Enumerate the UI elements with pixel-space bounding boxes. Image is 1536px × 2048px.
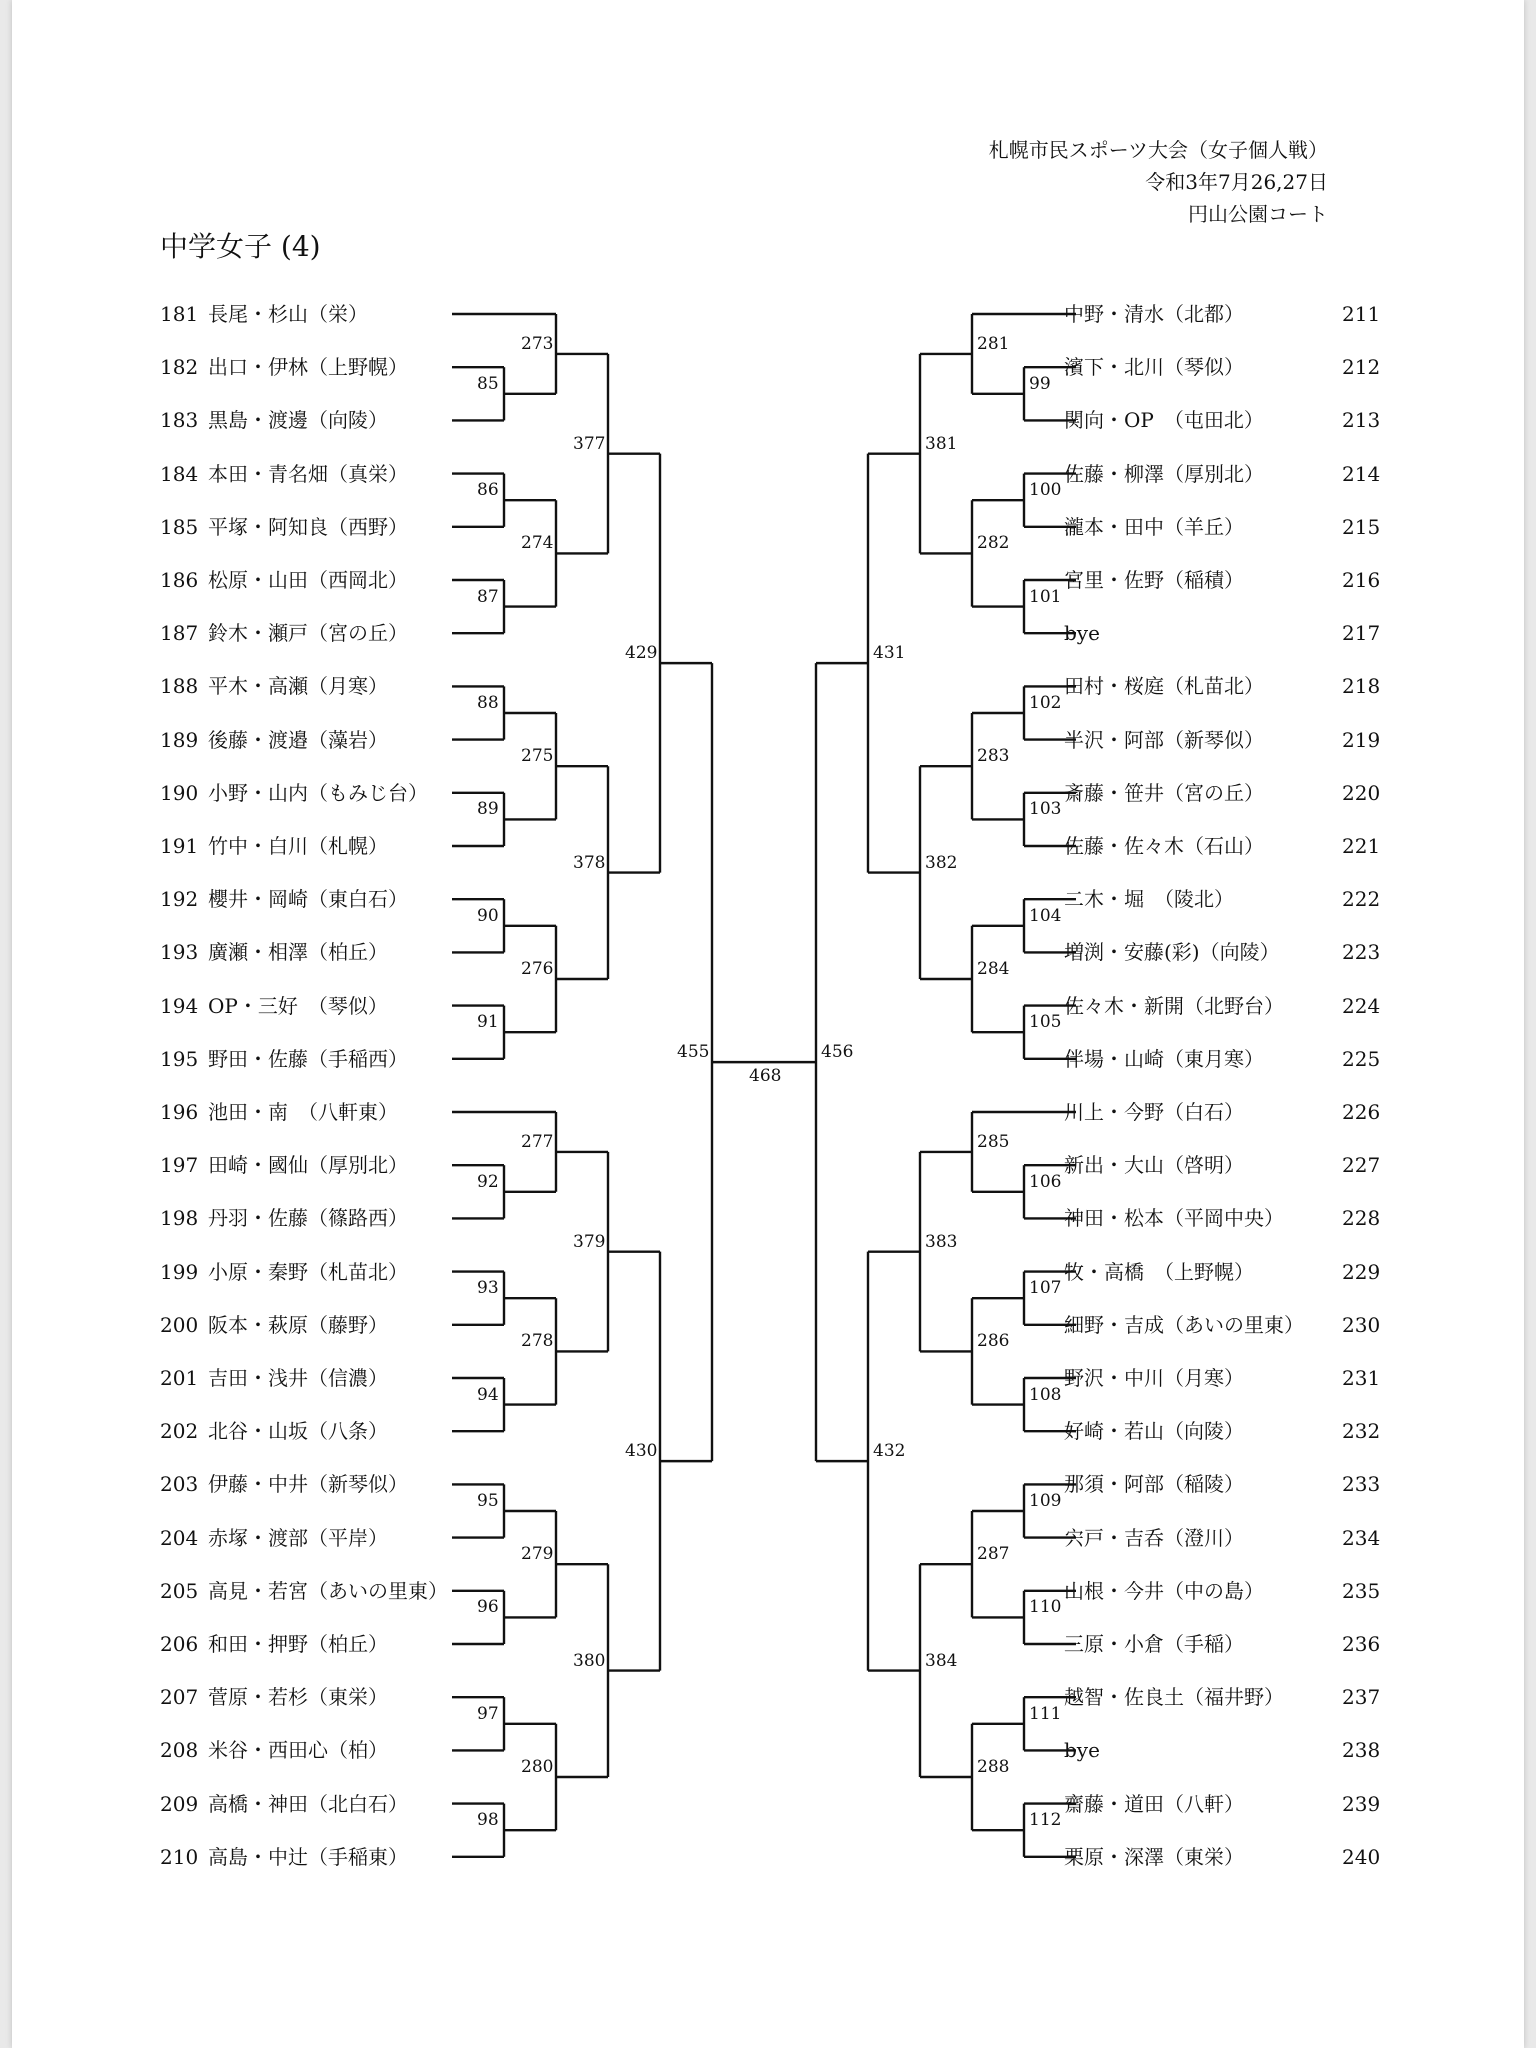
match-number: 432 xyxy=(873,1441,906,1462)
match-number: 383 xyxy=(925,1231,958,1252)
match-number: 283 xyxy=(977,746,1010,767)
match-number: 286 xyxy=(977,1331,1010,1352)
entry-number: 204 xyxy=(160,1525,199,1550)
entry-name: 山根・今井（中の島） xyxy=(1064,1578,1264,1603)
entry-name: 吉田・浅井（信濃） xyxy=(208,1366,388,1390)
entry-name: 竹中・白川（札幌） xyxy=(208,834,388,858)
match-number: 430 xyxy=(625,1441,658,1462)
entry-name: 宍戸・吉呑（澄川） xyxy=(1064,1525,1244,1550)
match-number: 105 xyxy=(1029,1012,1062,1033)
match-number: 382 xyxy=(925,852,958,873)
match-number: 281 xyxy=(977,333,1010,354)
match-number: 94 xyxy=(477,1384,499,1405)
entry-number: 217 xyxy=(1342,621,1381,646)
entry-name: 伴場・山崎（東月寒） xyxy=(1064,1046,1264,1071)
entry-name: 細野・吉成（あいの里東） xyxy=(1064,1312,1304,1337)
entry-name: bye xyxy=(1064,621,1100,646)
entry-number: 186 xyxy=(160,568,199,592)
entry-number: 195 xyxy=(160,1046,199,1071)
entry-number: 199 xyxy=(160,1259,199,1284)
entry-number: 219 xyxy=(1342,727,1381,752)
entry-number: 228 xyxy=(1342,1206,1381,1231)
match-number: 278 xyxy=(521,1331,554,1352)
entry-number: 198 xyxy=(160,1206,199,1231)
entry-number: 216 xyxy=(1342,568,1381,592)
entry-number: 212 xyxy=(1342,355,1381,380)
match-number: 93 xyxy=(477,1278,499,1299)
page-title: 中学女子 (4) xyxy=(160,230,321,263)
match-number: 380 xyxy=(573,1650,606,1671)
entry-name: 小原・秦野（札苗北） xyxy=(208,1259,408,1284)
entry-name: 櫻井・岡崎（東白石） xyxy=(208,887,408,912)
entry-name: 齋藤・道田（八軒） xyxy=(1064,1791,1244,1816)
entry-name: 佐藤・佐々木（石山） xyxy=(1064,834,1264,858)
match-number: 456 xyxy=(821,1042,854,1063)
match-number: 85 xyxy=(477,373,499,394)
entry-number: 210 xyxy=(160,1844,199,1869)
entry-number: 190 xyxy=(160,780,199,805)
entry-name: 松原・山田（西岡北） xyxy=(208,568,408,592)
entry-number: 192 xyxy=(160,887,199,912)
entry-name: 佐々木・新開（北野台） xyxy=(1064,993,1284,1018)
match-number: 378 xyxy=(573,852,606,873)
entry-name: 平木・高瀬（月寒） xyxy=(208,674,388,699)
match-number: 284 xyxy=(977,959,1010,979)
match-number: 108 xyxy=(1029,1384,1062,1405)
entry-number: 183 xyxy=(160,408,199,433)
entry-name: 野沢・中川（月寒） xyxy=(1064,1366,1244,1390)
entry-name: 丹羽・佐藤（篠路西） xyxy=(208,1206,408,1231)
match-number: 98 xyxy=(477,1810,499,1831)
match-number: 97 xyxy=(477,1703,499,1724)
match-number: 107 xyxy=(1029,1278,1062,1299)
entry-number: 187 xyxy=(160,621,199,646)
entry-name: 高見・若宮（あいの里東） xyxy=(208,1578,448,1603)
match-number: 429 xyxy=(625,643,658,664)
entry-name: 野田・佐藤（手稲西） xyxy=(208,1046,408,1071)
event-venue: 円山公園コート xyxy=(1188,202,1328,226)
match-number: 273 xyxy=(521,333,554,354)
match-number: 111 xyxy=(1029,1703,1062,1724)
entry-number: 240 xyxy=(1342,1844,1381,1869)
match-number: 288 xyxy=(977,1757,1010,1777)
entry-name: 菅原・若杉（東栄） xyxy=(208,1685,388,1710)
entry-number: 205 xyxy=(160,1578,199,1603)
entry-number: 213 xyxy=(1342,408,1381,433)
match-number: 280 xyxy=(521,1757,554,1777)
match-number: 104 xyxy=(1029,905,1062,926)
entry-name: 平塚・阿知良（西野） xyxy=(208,514,408,539)
match-number: 89 xyxy=(477,799,499,820)
entry-number: 221 xyxy=(1342,834,1381,858)
match-number: 95 xyxy=(477,1491,499,1511)
match-number: 88 xyxy=(477,693,499,713)
entry-number: 229 xyxy=(1342,1259,1381,1284)
entry-number: 225 xyxy=(1342,1046,1381,1071)
entry-name: 牧・高橋 （上野幌） xyxy=(1064,1259,1254,1284)
match-number: 99 xyxy=(1029,373,1051,394)
match-number: 381 xyxy=(925,433,958,454)
entry-name: 田崎・國仙（厚別北） xyxy=(208,1153,408,1178)
event-title: 札幌市民スポーツ大会（女子個人戦） xyxy=(988,138,1328,162)
entry-name: 宮里・佐野（稲積） xyxy=(1064,568,1244,592)
entry-number: 233 xyxy=(1342,1472,1381,1497)
entry-name: 本田・青名畑（真栄） xyxy=(208,461,408,486)
entry-number: 185 xyxy=(160,514,199,539)
match-number: 109 xyxy=(1029,1491,1062,1511)
entry-name: 斎藤・笹井（宮の丘） xyxy=(1064,780,1264,805)
match-number: 100 xyxy=(1029,480,1062,501)
entry-number: 238 xyxy=(1342,1738,1381,1763)
entry-number: 235 xyxy=(1342,1578,1381,1603)
entry-number: 227 xyxy=(1342,1153,1381,1178)
match-number: 282 xyxy=(977,533,1010,554)
entry-name: 阪本・萩原（藤野） xyxy=(208,1312,388,1337)
match-number: 274 xyxy=(521,533,554,554)
entry-name: 伊藤・中井（新琴似） xyxy=(208,1472,408,1497)
match-number: 106 xyxy=(1029,1171,1062,1192)
entry-name: 佐藤・柳澤（厚別北） xyxy=(1064,461,1264,486)
entry-name: 新出・大山（啓明） xyxy=(1064,1153,1244,1178)
entry-name: 出口・伊林（上野幌） xyxy=(208,355,408,380)
entry-name: OP・三好 （琴似） xyxy=(208,993,388,1018)
entry-name: 小野・山内（もみじ台） xyxy=(208,780,428,805)
match-number: 90 xyxy=(477,905,499,926)
entry-number: 215 xyxy=(1342,514,1381,539)
entry-name: 北谷・山坂（八条） xyxy=(208,1419,388,1444)
entry-number: 182 xyxy=(160,355,199,380)
entry-name: 鈴木・瀬戸（宮の丘） xyxy=(208,621,408,646)
match-number: 91 xyxy=(477,1012,499,1033)
match-number: 277 xyxy=(521,1131,554,1152)
entry-name: 田村・桜庭（札苗北） xyxy=(1064,674,1264,699)
entry-number: 203 xyxy=(160,1472,199,1497)
match-number: 110 xyxy=(1029,1597,1062,1618)
entry-name: 越智・佐良土（福井野） xyxy=(1064,1685,1284,1710)
match-number: 377 xyxy=(573,433,606,454)
entry-number: 220 xyxy=(1342,780,1381,805)
match-number: 112 xyxy=(1029,1810,1062,1831)
entry-number: 224 xyxy=(1342,993,1381,1018)
match-number: 279 xyxy=(521,1544,554,1565)
match-number: 275 xyxy=(521,746,554,767)
match-number: 287 xyxy=(977,1544,1010,1565)
entry-number: 209 xyxy=(160,1791,199,1816)
entry-name: 濱下・北川（琴似） xyxy=(1064,355,1244,380)
entry-number: 222 xyxy=(1342,887,1381,912)
entry-name: 中野・清水（北都） xyxy=(1064,302,1244,326)
entry-number: 201 xyxy=(160,1366,199,1390)
entry-number: 207 xyxy=(160,1685,199,1710)
entry-name: 和田・押野（柏丘） xyxy=(208,1632,388,1656)
match-number: 379 xyxy=(573,1231,606,1252)
entry-name: 関向・OP （屯田北） xyxy=(1064,408,1264,433)
entry-number: 206 xyxy=(160,1632,199,1656)
match-number: 86 xyxy=(477,480,499,501)
match-number: 101 xyxy=(1029,586,1062,607)
entry-number: 239 xyxy=(1342,1791,1381,1816)
entry-name: 神田・松本（平岡中央） xyxy=(1064,1206,1284,1231)
match-number: 285 xyxy=(977,1131,1010,1152)
entry-number: 234 xyxy=(1342,1525,1381,1550)
entry-number: 226 xyxy=(1342,1100,1381,1124)
entry-name: 半沢・阿部（新琴似） xyxy=(1064,727,1264,752)
entry-number: 197 xyxy=(160,1153,199,1178)
entry-number: 194 xyxy=(160,993,199,1018)
event-date: 令和3年7月26,27日 xyxy=(1145,170,1328,194)
entry-number: 191 xyxy=(160,834,199,858)
entry-name: 廣瀬・相澤（柏丘） xyxy=(208,940,388,965)
entry-number: 200 xyxy=(160,1312,199,1337)
entry-name: 栗原・深澤（東栄） xyxy=(1064,1844,1244,1869)
entry-name: 三原・小倉（手稲） xyxy=(1064,1632,1244,1656)
entry-number: 236 xyxy=(1342,1632,1381,1656)
entry-name: 池田・南 （八軒東） xyxy=(208,1100,398,1124)
entry-number: 231 xyxy=(1342,1366,1381,1390)
match-number: 431 xyxy=(873,643,906,664)
final-match-number: 468 xyxy=(749,1066,782,1087)
entry-name: 高島・中辻（手稲東） xyxy=(208,1844,408,1869)
entry-number: 214 xyxy=(1342,461,1381,486)
entry-name: 川上・今野（白石） xyxy=(1064,1100,1244,1124)
entry-number: 184 xyxy=(160,461,199,486)
entry-name: 瀧本・田中（羊丘） xyxy=(1064,514,1244,539)
entry-number: 189 xyxy=(160,727,199,752)
entry-number: 181 xyxy=(160,302,199,326)
entry-number: 211 xyxy=(1342,302,1381,326)
entry-number: 208 xyxy=(160,1738,199,1763)
match-number: 103 xyxy=(1029,799,1062,820)
entry-number: 223 xyxy=(1342,940,1381,965)
entry-number: 237 xyxy=(1342,1685,1381,1710)
match-number: 87 xyxy=(477,586,499,607)
entry-number: 202 xyxy=(160,1419,199,1444)
match-number: 455 xyxy=(677,1042,710,1063)
entry-name: 高橋・神田（北白石） xyxy=(208,1791,408,1816)
entry-name: 好崎・若山（向陵） xyxy=(1064,1419,1244,1444)
entry-name: 赤塚・渡部（平岸） xyxy=(208,1525,388,1550)
entry-number: 232 xyxy=(1342,1419,1381,1444)
match-number: 92 xyxy=(477,1171,499,1192)
entry-name: 増渕・安藤(彩)（向陵） xyxy=(1064,940,1280,965)
entry-name: 那須・阿部（稲陵） xyxy=(1064,1472,1244,1497)
entry-name: 後藤・渡邉（藻岩） xyxy=(208,727,388,752)
entry-number: 196 xyxy=(160,1100,199,1124)
entry-name: 二木・堀 （陵北） xyxy=(1064,887,1234,912)
entry-number: 218 xyxy=(1342,674,1381,699)
entry-name: 黒島・渡邊（向陵） xyxy=(208,408,388,433)
entry-name: 米谷・西田心（柏） xyxy=(208,1738,388,1763)
match-number: 276 xyxy=(521,959,554,979)
match-number: 96 xyxy=(477,1597,499,1618)
entry-number: 230 xyxy=(1342,1312,1381,1337)
bracket-sheet xyxy=(12,0,1524,2048)
entry-name: 長尾・杉山（栄） xyxy=(208,302,368,326)
entry-number: 193 xyxy=(160,940,199,965)
match-number: 102 xyxy=(1029,693,1062,713)
entry-name: bye xyxy=(1064,1738,1100,1763)
match-number: 384 xyxy=(925,1650,958,1671)
entry-number: 188 xyxy=(160,674,199,699)
